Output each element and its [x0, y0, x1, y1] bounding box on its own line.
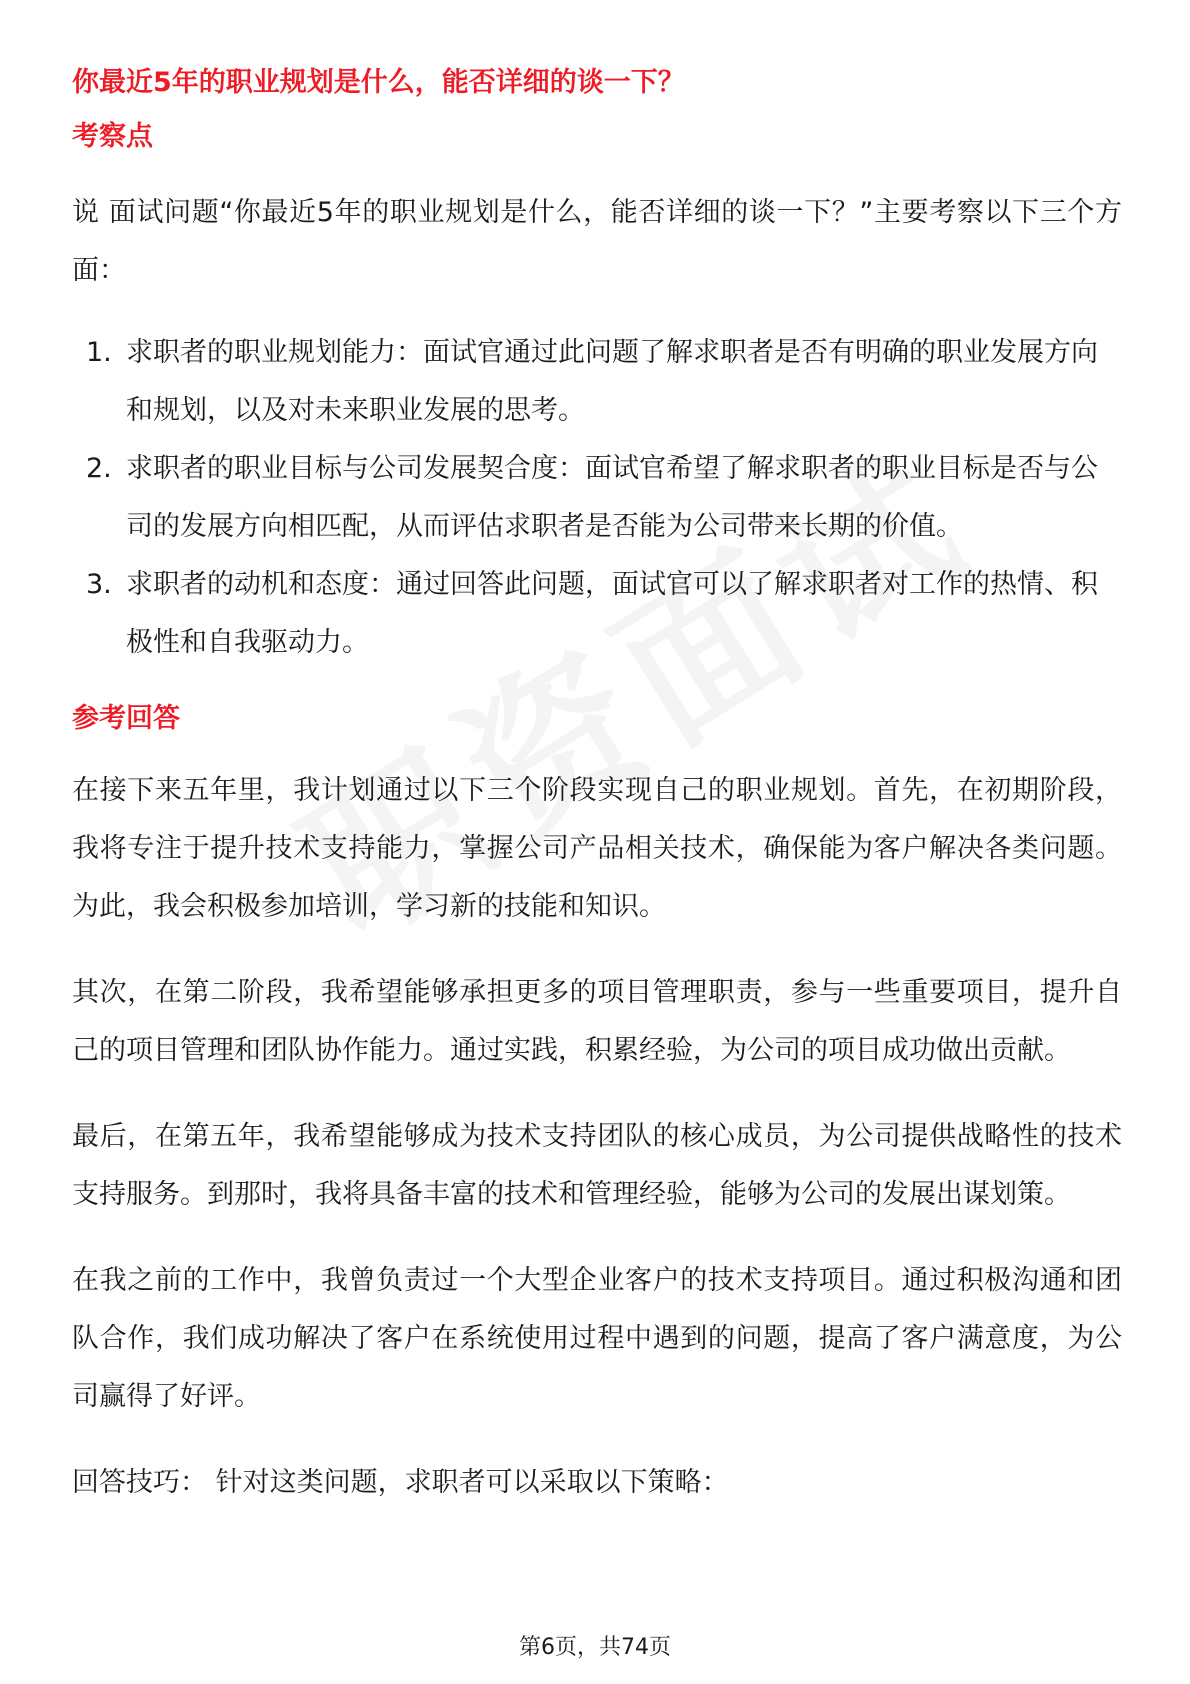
answer-paragraph: 最后，在第五年，我希望能够成为技术支持团队的核心成员，为公司提供战略性的技术支持服务。到那时，我将具备丰富的技术和管理经验，能够为公司的发展出谋划策。: [72, 1121, 1122, 1210]
list-item-number: 1.: [86, 337, 112, 368]
list-item: [72, 324, 1122, 440]
list-item-text: 求职者的职业目标与公司发展契合度：面试官希望了解求职者的职业目标是否与公司的发展方向相匹配，从而评估求职者是否能为公司带来长期的价值。: [126, 453, 1098, 542]
answer-tips: 回答技巧： 针对这类问题，求职者可以采取以下策略：: [72, 1467, 729, 1498]
list-item-number: 2.: [86, 453, 112, 484]
answer-paragraph: 其次，在第二阶段，我希望能够承担更多的项目管理职责，参与一些重要项目，提升自己的项目管理和团队协作能力。通过实践，积累经验，为公司的项目成功做出贡献。: [72, 977, 1122, 1066]
assessment-list: [72, 324, 1122, 672]
assessment-intro: 说 面试问题“你最近5年的职业规划是什么，能否详细的谈一下？”主要考察以下三个方面：: [72, 197, 1122, 286]
list-item: [72, 556, 1122, 672]
answer-paragraph: 在接下来五年里，我计划通过以下三个阶段实现自己的职业规划。首先，在初期阶段，我将专注于提升技术支持能力，掌握公司产品相关技术，确保能为客户解决各类问题。为此，我会积极参加培训，学习新的技能和知识。: [72, 775, 1122, 922]
answer-heading: 参考回答: [72, 703, 180, 734]
list-item-text: 求职者的职业规划能力：面试官通过此问题了解求职者是否有明确的职业发展方向和规划，以及对未来职业发展的思考。: [126, 337, 1098, 426]
question-title: 你最近5年的职业规划是什么，能否详细的谈一下？: [72, 67, 685, 98]
assessment-heading: 考察点: [72, 121, 153, 152]
page-content: [72, 56, 1122, 1512]
list-item-number: 3.: [86, 569, 112, 600]
answer-paragraph: 在我之前的工作中，我曾负责过一个大型企业客户的技术支持项目。通过积极沟通和团队合作，我们成功解决了客户在系统使用过程中遇到的问题，提高了客户满意度，为公司赢得了好评。: [72, 1265, 1122, 1412]
list-item-text: 求职者的动机和态度：通过回答此问题，面试官可以了解求职者对工作的热情、积极性和自我驱动力。: [126, 569, 1098, 658]
page-number: 第6页，共74页: [519, 1635, 671, 1660]
list-item: [72, 440, 1122, 556]
